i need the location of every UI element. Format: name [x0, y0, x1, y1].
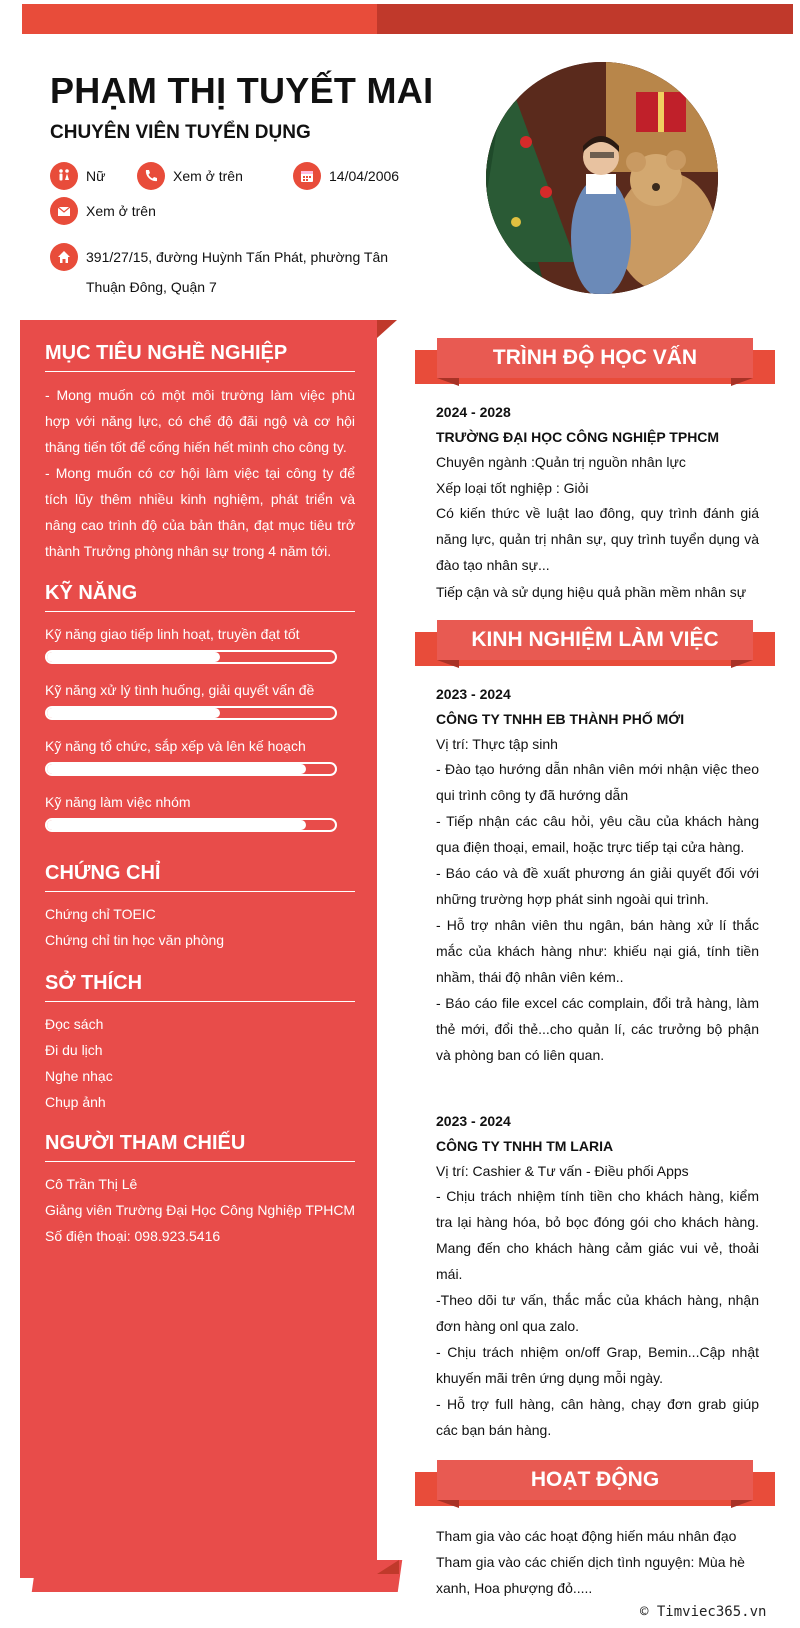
birthday-value: 14/04/2006 [329, 168, 400, 184]
calendar-icon [293, 162, 321, 190]
hobby-item: Chụp ảnh [45, 1094, 106, 1110]
skill-label: Kỹ năng giao tiếp linh hoạt, truyền đạt tốt [45, 626, 300, 642]
education-grade: Xếp loại tốt nghiệp : Giỏi [436, 480, 589, 496]
education-school: TRƯỜNG ĐẠI HỌC CÔNG NGHIỆP TPHCM [436, 429, 720, 445]
skill-bar-fill [47, 764, 306, 774]
candidate-name: PHẠM THỊ TUYẾT MAI [50, 70, 434, 111]
skill-label: Kỹ năng xử lý tình huống, giải quyết vấn đề [45, 682, 315, 698]
home-icon [50, 243, 78, 271]
gender-icon [50, 162, 78, 190]
phone-info [137, 162, 243, 190]
top-bar-accent [22, 4, 377, 34]
education-major: Chuyên ngành :Quản trị nguồn nhân lực [436, 454, 686, 470]
top-bar-dark [377, 4, 793, 34]
certificates-title: CHỨNG CHỈ [45, 862, 355, 892]
skill-bar-fill [47, 820, 306, 830]
job-company: CÔNG TY TNHH TM LARIA [436, 1138, 614, 1154]
skill-bar-fill [47, 652, 220, 662]
profile-photo [486, 62, 718, 294]
left-column-base [32, 1560, 402, 1592]
job-title: CHUYÊN VIÊN TUYỂN DỤNG [50, 122, 311, 143]
certificate-item: Chứng chỉ TOEIC [45, 906, 156, 922]
left-column-base-shadow [377, 1560, 399, 1574]
objective-text: - Mong muốn có một môi trường làm việc phù hợp với năng lực, có chế độ đãi ngộ và cơ hội thăng tiến tốt để cống hiến hết mình cho công ty. - Mong muốn có cơ hội làm việc tại công ty để tích lũy thêm nhiều kinh nghiệm, phát triển và nâng cao trình độ của bản thân, đạt mục tiêu trở thành Trưởng phòng nhân sự trong 4 năm tới. [45, 387, 355, 559]
education-ribbon [415, 338, 775, 384]
email-info [50, 197, 156, 225]
skills-title: KỸ NĂNG [45, 582, 355, 612]
job-company: CÔNG TY TNHH EB THÀNH PHỐ MỚI [436, 711, 685, 727]
birthday-info [293, 162, 399, 190]
education-period: 2024 - 2028 [436, 404, 511, 420]
education-description: Có kiến thức về luật lao đông, quy trình đánh giá năng lực, quản trị nhân sự, quy trình tuyển dụng và đào tạo nhân sự... [436, 505, 759, 573]
phone-value: Xem ở trên [173, 168, 243, 184]
certificate-item: Chứng chỉ tin học văn phòng [45, 932, 225, 948]
footer-watermark[interactable]: © Timviec365.vn [640, 1604, 767, 1620]
experience-ribbon [415, 620, 775, 666]
address-info [50, 242, 431, 302]
skill-bar [45, 706, 337, 720]
hobby-item: Đi du lịch [45, 1042, 103, 1058]
activities-ribbon [415, 1460, 775, 1506]
top-bar [0, 4, 800, 34]
skill-bar [45, 818, 337, 832]
hobby-item: Đọc sách [45, 1016, 104, 1032]
activities-title: HOẠT ĐỘNG [437, 1460, 753, 1500]
hobbies-title: SỞ THÍCH [45, 972, 355, 1002]
references-title: NGƯỜI THAM CHIẾU [45, 1132, 355, 1162]
address-value: 391/27/15, đường Huỳnh Tấn Phát, phường Tân Thuận Đông, Quận 7 [86, 249, 389, 295]
skill-bar [45, 762, 337, 776]
experience-title: KINH NGHIỆM LÀM VIỆC [437, 620, 753, 660]
skill-label: Kỹ năng làm việc nhóm [45, 794, 191, 810]
activities-text: Tham gia vào các hoạt động hiến máu nhân đạo Tham gia vào các chiến dịch tình nguyện: Mùa hè xanh, Hoa phượng đỏ..... [436, 1528, 745, 1596]
gender-info [50, 162, 105, 190]
mail-icon [50, 197, 78, 225]
job-period: 2023 - 2024 [436, 686, 511, 702]
reference-item: Giảng viên Trường Đại Học Công Nghiệp TPHCM [45, 1202, 356, 1218]
job-position: Vị trí: Thực tập sinh [436, 736, 558, 752]
education-title: TRÌNH ĐỘ HỌC VẤN [437, 338, 753, 378]
job-details: - Chịu trách nhiệm tính tiền cho khách hàng, kiểm tra lại hàng hóa, bỏ bọc đóng gói cho khách hàng. Mang đến cho khách hàng cảm giác vui vẻ, thoải mái. -Theo dõi tư vấn, thắc mắc của khách hàng, nhận đơn hàng onl qua zalo. - Chịu trách nhiệm on/off Grap, Bemin...Cập nhật khuyến mãi trên ứng dụng mỗi ngày. - Hỗ trợ full hàng, cân hàng, chạy đơn grab giúp các bạn bán hàng. [436, 1188, 759, 1438]
education-software: Tiếp cận và sử dụng hiệu quả phần mềm nhân sự [436, 584, 747, 600]
gender-value: Nữ [86, 168, 106, 184]
hobby-item: Nghe nhạc [45, 1068, 113, 1084]
skill-bar-fill [47, 708, 220, 718]
reference-item: Cô Trần Thị Lê [45, 1176, 138, 1192]
reference-item: Số điện thoại: 098.923.5416 [45, 1228, 221, 1244]
skill-bar [45, 650, 337, 664]
objective-title: MỤC TIÊU NGHỀ NGHIỆP [45, 342, 355, 372]
left-column-fold [377, 320, 397, 338]
skill-label: Kỹ năng tổ chức, sắp xếp và lên kế hoạch [45, 738, 306, 754]
email-value: Xem ở trên [86, 203, 156, 219]
job-position: Vị trí: Cashier & Tư vấn - Điều phối Apps [436, 1163, 689, 1179]
phone-icon [137, 162, 165, 190]
job-details: - Đào tạo hướng dẫn nhân viên mới nhận việc theo qui trình công ty đã hướng dẫn - Tiếp nhận các câu hỏi, yêu cầu của khách hàng qua điện thoại, email, hoặc trực tiếp tại cửa hàng. - Báo cáo và đề xuất phương án giải quyết đối với những trường hợp phát sinh ngoài qui trình. - Hỗ trợ nhân viên thu ngân, bán hàng xử lí thắc mắc của khách hàng như: khiếu nại giá, tính tiền nhầm, thái độ nhân viên kém.. - Báo cáo file excel các complain, đổi trả hàng, làm thẻ mới, đổi thẻ...cho quản lí, các trưởng bộ phận và phòng ban có liên quan. [436, 761, 759, 1063]
job-period: 2023 - 2024 [436, 1113, 511, 1129]
